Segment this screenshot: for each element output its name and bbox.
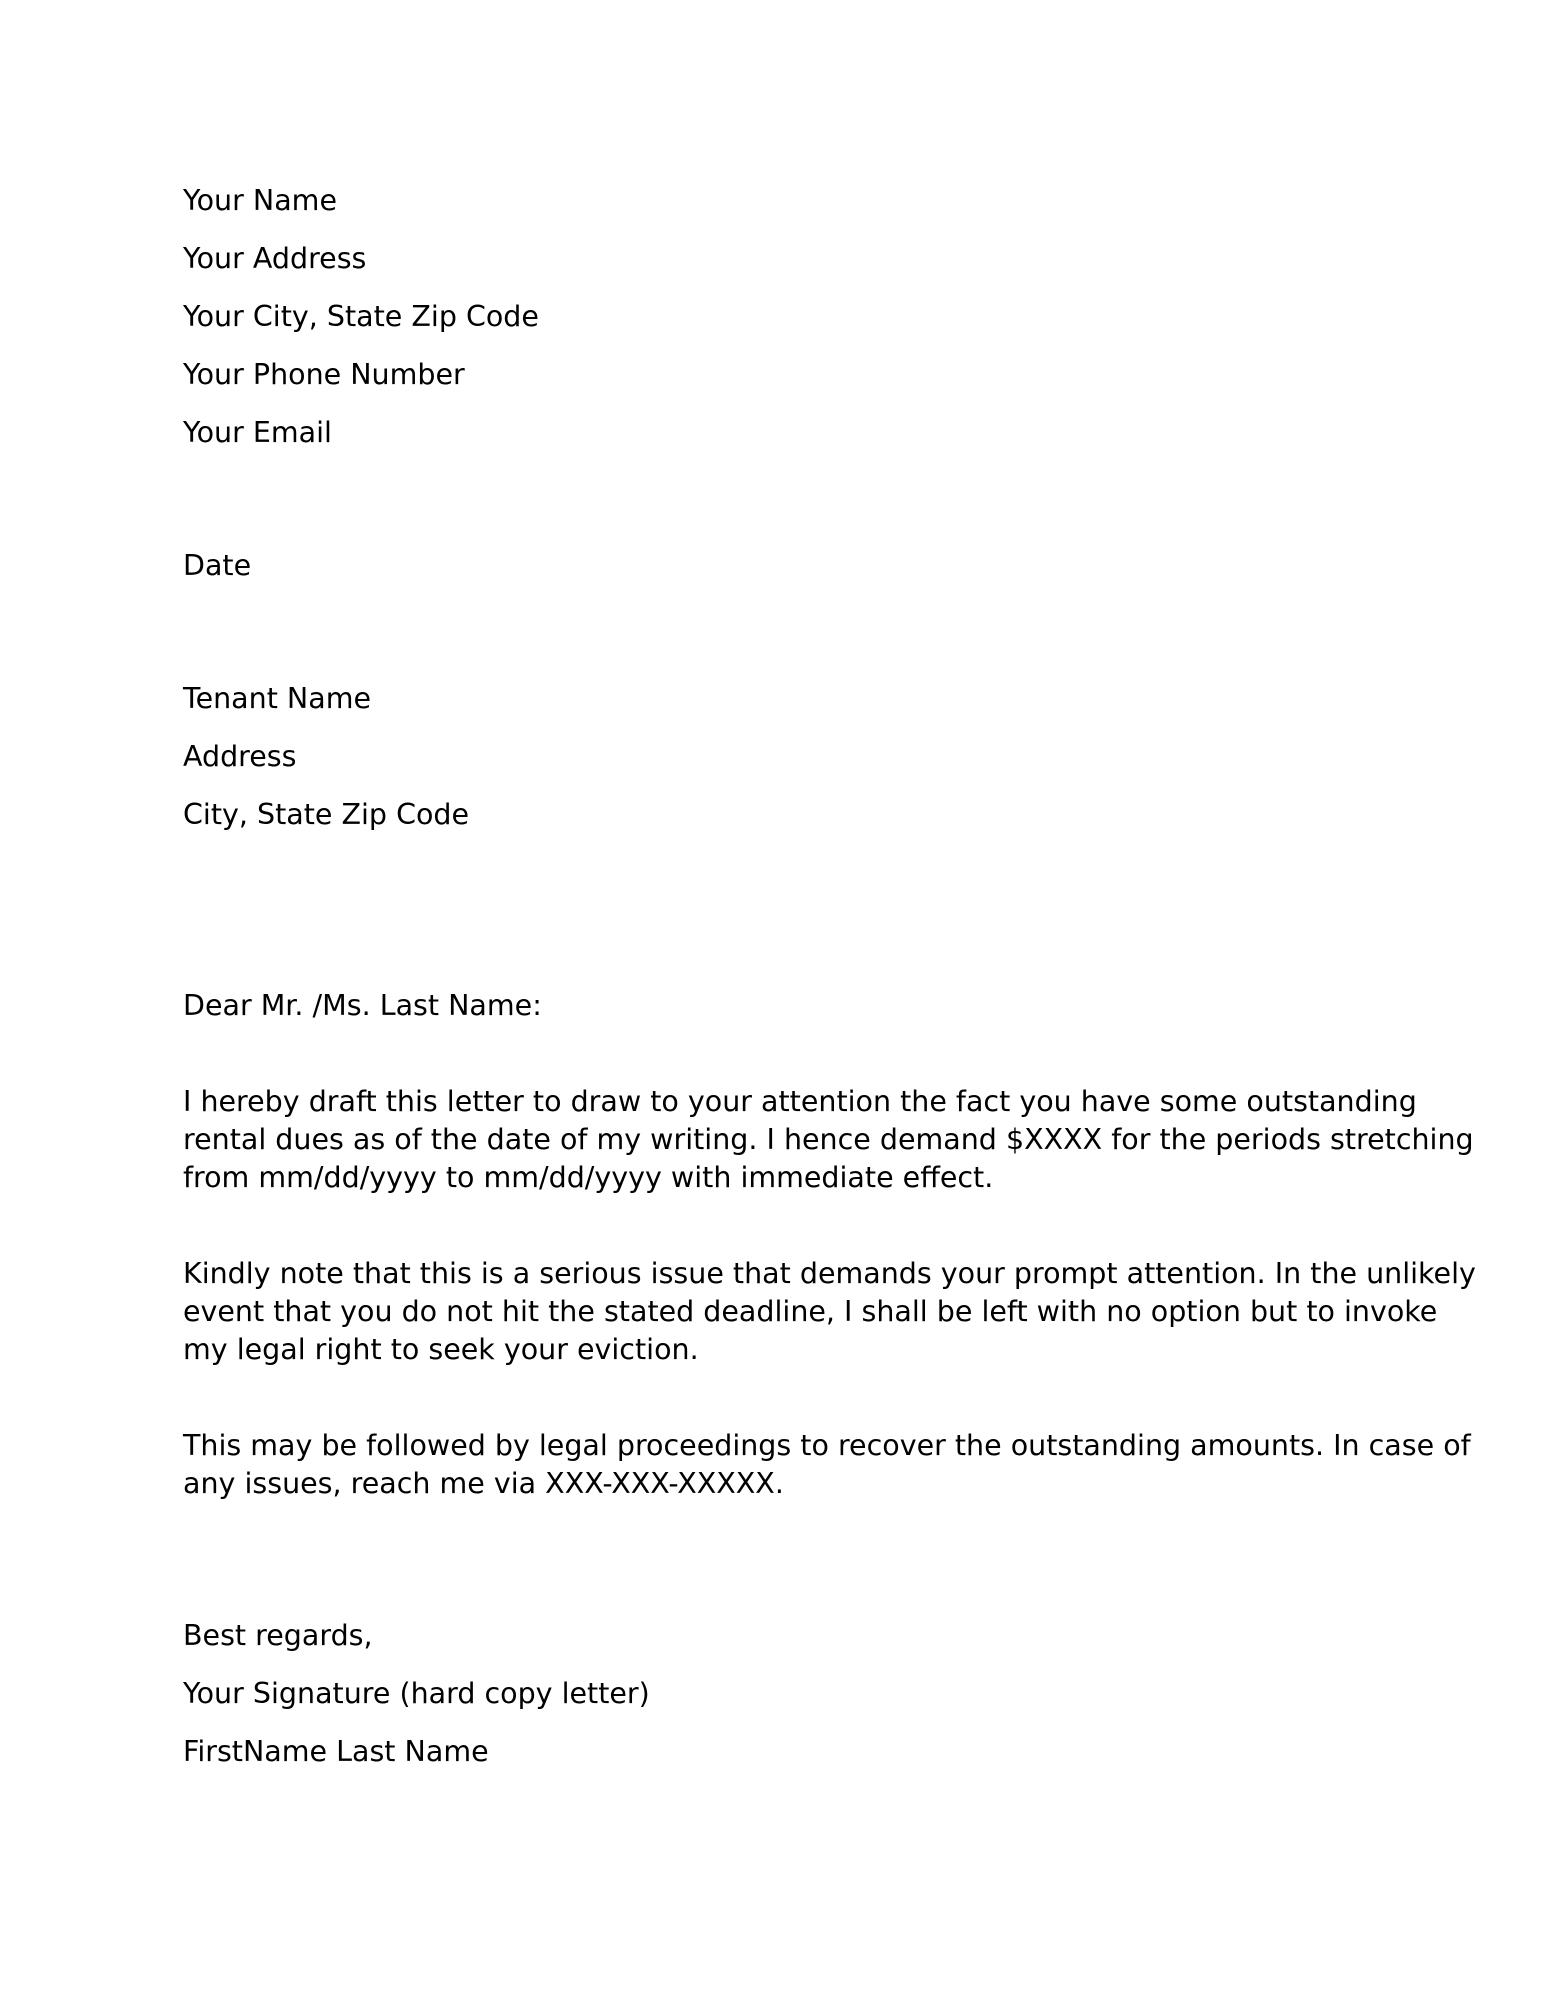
letter-date: Date	[183, 549, 252, 582]
body-paragraph-2-line-2: event that you do not hit the stated deadline, I shall be left with no option but to invoke	[183, 1295, 1438, 1328]
recipient-name: Tenant Name	[183, 682, 372, 715]
closing-printed-name: FirstName Last Name	[183, 1735, 489, 1768]
closing-valediction: Best regards,	[183, 1619, 373, 1652]
recipient-address: Address	[183, 740, 297, 773]
body-paragraph-1-line-1: I hereby draft this letter to draw to your attention the fact you have some outstanding	[183, 1085, 1417, 1118]
sender-city-state-zip: Your City, State Zip Code	[183, 300, 539, 333]
salutation: Dear Mr. /Ms. Last Name:	[183, 989, 542, 1022]
body-paragraph-1-line-2: rental dues as of the date of my writing. I hence demand $XXXX for the periods stretching	[183, 1123, 1474, 1156]
body-paragraph-2-line-3: my legal right to seek your eviction.	[183, 1333, 699, 1366]
body-paragraph-3-line-1: This may be followed by legal proceedings to recover the outstanding amounts. In case of	[183, 1429, 1471, 1462]
body-paragraph-1-line-3: from mm/dd/yyyy to mm/dd/yyyy with immediate effect.	[183, 1161, 994, 1194]
sender-phone: Your Phone Number	[183, 358, 465, 391]
sender-name: Your Name	[183, 184, 337, 217]
body-paragraph-2-line-1: Kindly note that this is a serious issue that demands your prompt attention. In the unlikely	[183, 1257, 1476, 1290]
closing-signature: Your Signature (hard copy letter)	[183, 1677, 650, 1710]
sender-address: Your Address	[183, 242, 367, 275]
body-paragraph-3-line-2: any issues, reach me via XXX-XXX-XXXXX.	[183, 1467, 784, 1500]
sender-email: Your Email	[183, 416, 332, 449]
recipient-city-state-zip: City, State Zip Code	[183, 798, 470, 831]
